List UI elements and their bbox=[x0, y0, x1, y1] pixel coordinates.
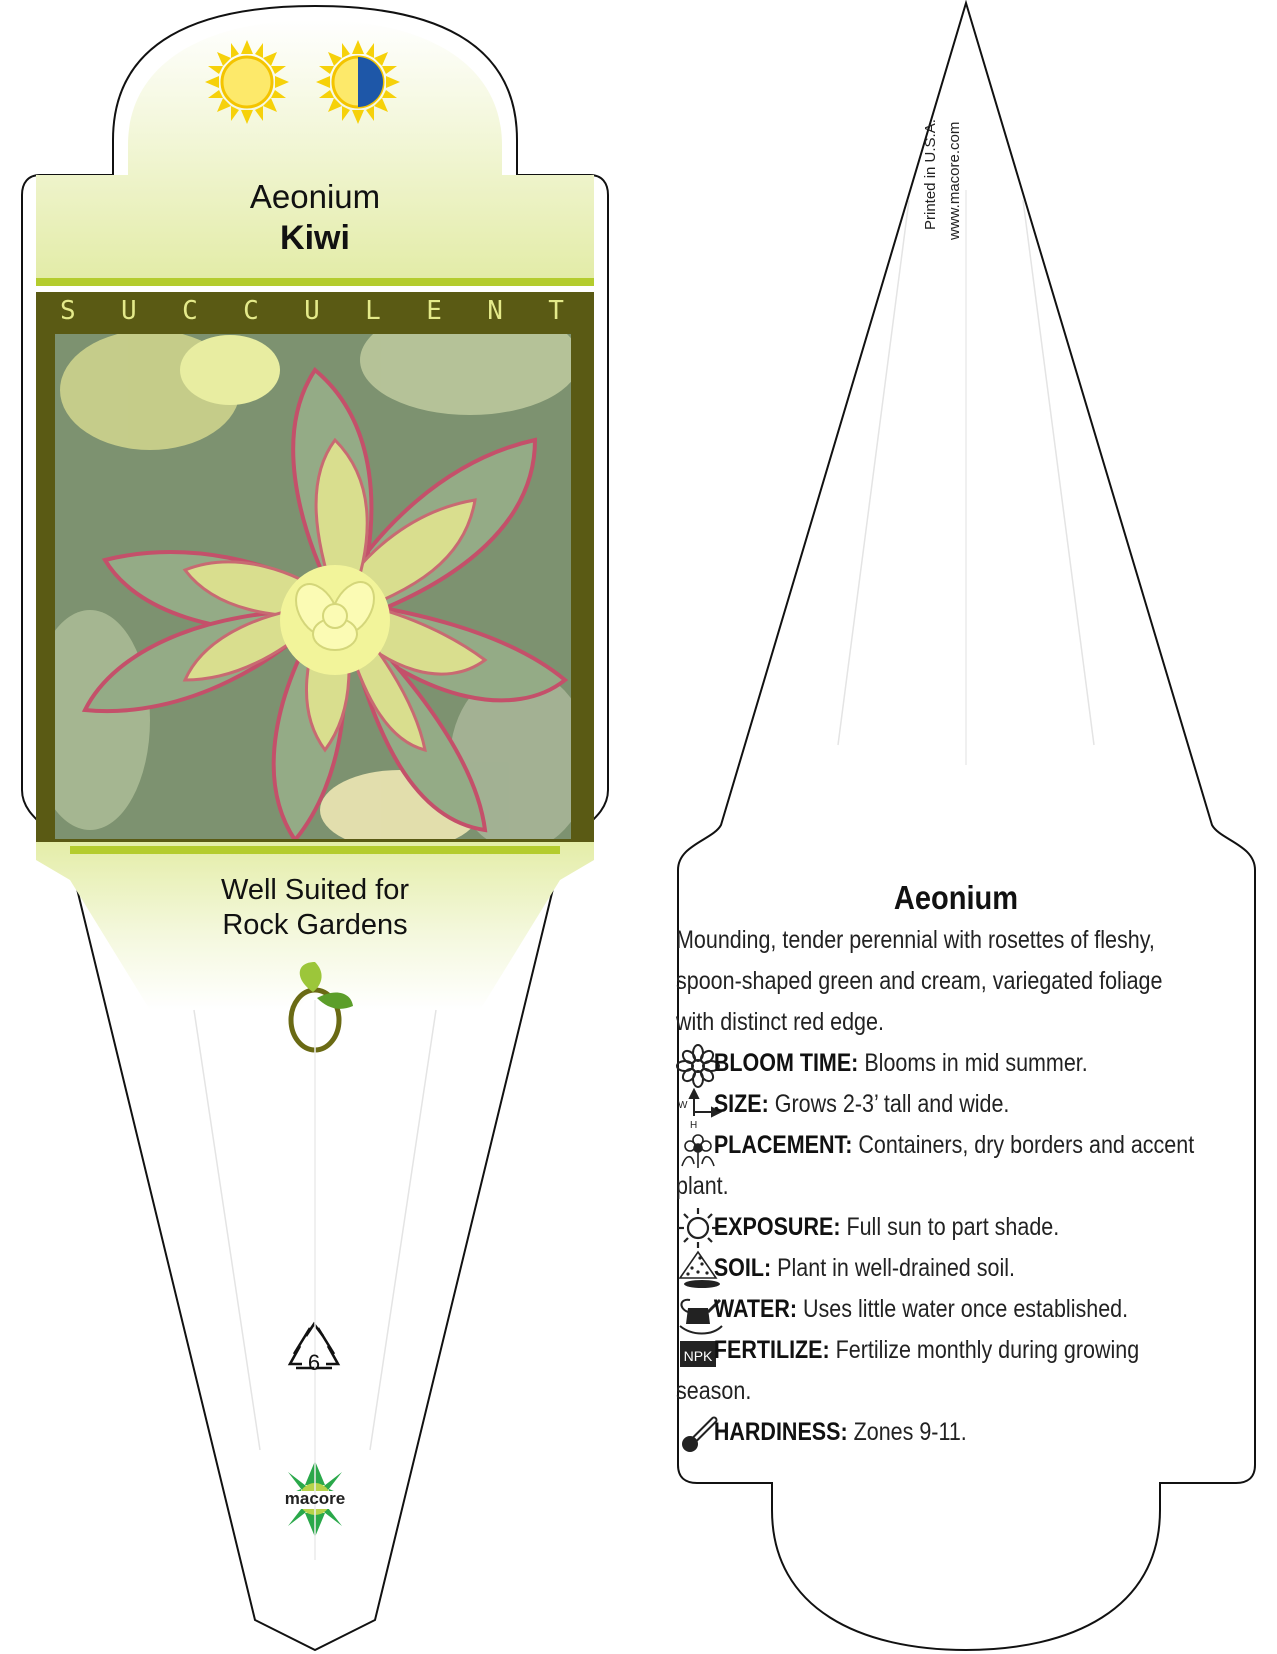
care-text: Blooms in mid summer. bbox=[864, 1049, 1088, 1077]
care-row-placement bbox=[676, 1125, 1201, 1207]
tagline-line-2: Rock Gardens bbox=[222, 909, 408, 941]
care-label: SOIL: bbox=[713, 1254, 772, 1282]
care-row-soil bbox=[676, 1248, 1235, 1289]
care-body bbox=[676, 920, 1235, 1453]
part-shade-icon bbox=[316, 40, 400, 124]
care-row-size bbox=[676, 1084, 1235, 1125]
care-label: FERTILIZE: bbox=[713, 1336, 830, 1364]
category-letter: N bbox=[487, 296, 503, 326]
care-text: Plant in well-drained soil. bbox=[777, 1254, 1015, 1282]
category-letter: L bbox=[365, 296, 381, 326]
care-label: EXPOSURE: bbox=[713, 1213, 841, 1241]
care-text: Zones 9-11. bbox=[853, 1418, 967, 1446]
care-row-water bbox=[676, 1289, 1235, 1330]
svg-text:H: H bbox=[690, 1120, 698, 1131]
care-label: SIZE: bbox=[713, 1090, 769, 1118]
printed-in-label: Printed in U.S.A. bbox=[922, 119, 939, 230]
category-letter: U bbox=[121, 296, 137, 326]
care-label: BLOOM TIME: bbox=[713, 1049, 859, 1077]
care-row-exposure bbox=[676, 1207, 1235, 1248]
plant-genus: Aeonium bbox=[249, 178, 381, 215]
npk-label: NPK bbox=[683, 1348, 713, 1364]
svg-text:W: W bbox=[678, 1100, 688, 1111]
brand-name: macore bbox=[284, 1489, 346, 1508]
care-row-hardiness bbox=[676, 1412, 1235, 1453]
care-label: PLACEMENT: bbox=[713, 1131, 853, 1159]
care-text: Full sun to part shade. bbox=[846, 1213, 1060, 1241]
category-banner bbox=[44, 296, 580, 330]
category-letter: C bbox=[243, 296, 259, 326]
category-letter: C bbox=[182, 296, 198, 326]
care-text: Grows 2-3’ tall and wide. bbox=[774, 1090, 1010, 1118]
website-label: www.macore.com bbox=[946, 121, 963, 240]
care-label: WATER: bbox=[713, 1295, 798, 1323]
tagline-line-1: Well Suited for bbox=[220, 874, 410, 906]
tagline bbox=[120, 873, 510, 943]
care-row-fertilize bbox=[676, 1330, 1175, 1412]
succulent-photo bbox=[30, 305, 590, 850]
category-letter: T bbox=[548, 296, 564, 326]
category-letter: E bbox=[426, 296, 442, 326]
care-row-bloom bbox=[676, 1043, 1235, 1084]
back-title: Aeonium bbox=[893, 879, 1019, 916]
plant-cultivar: Kiwi bbox=[280, 219, 350, 257]
description: Mounding, tender perennial with rosettes of fleshy, spoon-shaped green and cream, variegated foliage with distinct red edge. bbox=[676, 926, 1163, 1036]
category-letter: U bbox=[304, 296, 320, 326]
care-panel bbox=[676, 878, 1236, 1453]
care-text: Uses little water once established. bbox=[803, 1295, 1129, 1323]
recycle-number: 6 bbox=[307, 1350, 321, 1375]
full-sun-icon bbox=[205, 40, 289, 124]
care-label: HARDINESS: bbox=[713, 1418, 848, 1446]
care-text: Containers, dry borders and accent plant. bbox=[676, 1131, 1195, 1200]
category-letter: S bbox=[60, 296, 76, 326]
care-text: Fertilize monthly during growing season. bbox=[676, 1336, 1140, 1405]
